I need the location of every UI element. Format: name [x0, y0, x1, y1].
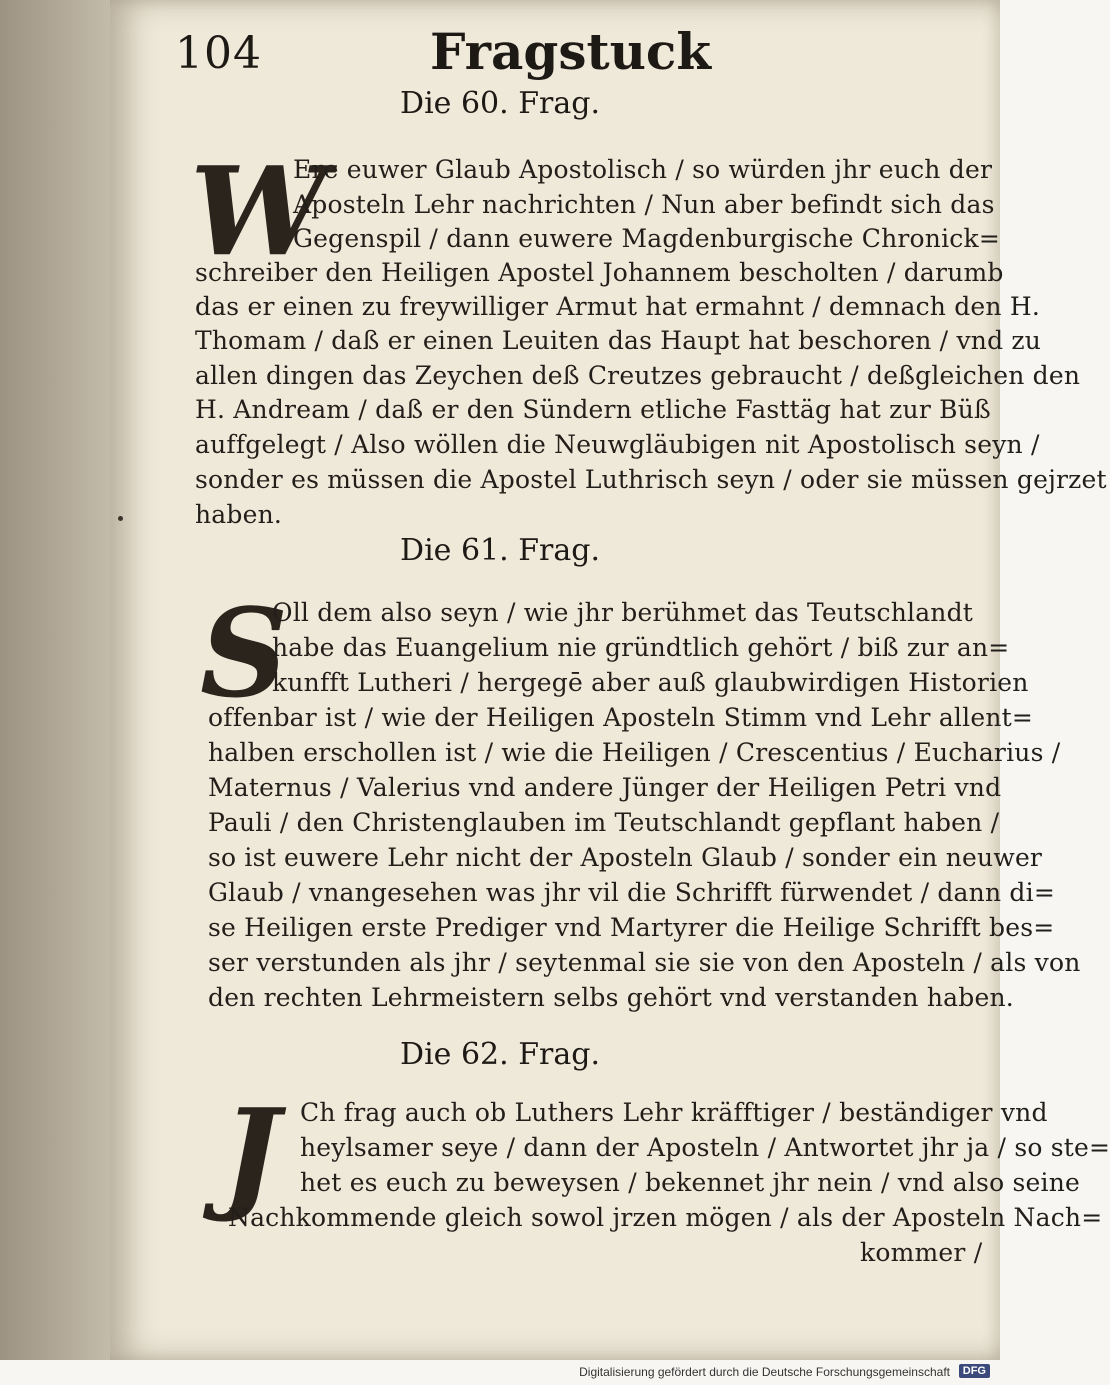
text-line: schreiber den Heiligen Apostel Johannem bescholten / darumb: [195, 258, 1004, 287]
text-line: Pauli / den Christenglauben im Teutschlandt gepflant haben /: [208, 808, 1000, 837]
text-line: sonder es müssen die Apostel Luthrisch seyn / oder sie müssen gejrzet: [195, 465, 1107, 494]
text-line: Nachkommende gleich sowol jrzen mögen / als der Aposteln Nach=: [228, 1203, 1103, 1232]
dfg-logo: DFG: [959, 1364, 990, 1378]
section-heading: Die 60. Frag.: [400, 86, 600, 121]
text-line: so ist euwere Lehr nicht der Aposteln Glaub / sonder ein neuwer: [208, 843, 1043, 872]
text-line: halben erschollen ist / wie die Heiligen / Crescentius / Eucharius /: [208, 738, 1061, 767]
binding-edge: [0, 0, 110, 1360]
text-line: het es euch zu beweysen / bekennet jhr nein / vnd also seine: [300, 1168, 1080, 1197]
text-line: Ere euwer Glaub Apostolisch / so würden jhr euch der: [293, 155, 993, 184]
text-line: Ch frag auch ob Luthers Lehr kräfftiger / beständiger vnd: [300, 1098, 1048, 1127]
text-line: den rechten Lehrmeistern selbs gehört vnd verstanden haben.: [208, 983, 1014, 1012]
decorated-initial: S: [200, 581, 289, 725]
text-line: Maternus / Valerius vnd andere Jünger der Heiligen Petri vnd: [208, 773, 1002, 802]
text-line: se Heiligen erste Prediger vnd Martyrer die Heilige Schrifft bes=: [208, 913, 1055, 942]
running-head: Fragstuck: [430, 22, 712, 81]
text-line: heylsamer seye / dann der Aposteln / Antwortet jhr ja / so ste=: [300, 1133, 1110, 1162]
text-line: Glaub / vnangesehen was jhr vil die Schrifft fürwendet / dann di=: [208, 878, 1055, 907]
ink-mark: [118, 516, 123, 521]
text-line: offenbar ist / wie der Heiligen Aposteln Stimm vnd Lehr allent=: [208, 703, 1034, 732]
funding-credit: Digitalisierung gefördert durch die Deutsche Forschungsgemeinschaft: [579, 1365, 950, 1379]
decorated-initial: W: [190, 139, 328, 283]
section-heading: Die 62. Frag.: [400, 1037, 600, 1072]
section-heading: Die 61. Frag.: [400, 533, 600, 568]
text-line: auffgelegt / Also wöllen die Neuwgläubigen nit Apostolisch seyn /: [195, 430, 1040, 459]
text-line: H. Andream / daß er den Sündern etliche Fasttäg hat zur Büß: [195, 395, 991, 424]
text-line: Oll dem also seyn / wie jhr berühmet das Teutschlandt: [272, 598, 974, 627]
decorated-initial: J: [222, 1081, 280, 1225]
text-line: kommer /: [860, 1238, 983, 1267]
text-line: allen dingen das Zeychen deß Creutzes gebraucht / deßgleichen den: [195, 361, 1081, 390]
text-line: kunfft Lutheri / hergegē aber auß glaubwirdigen Historien: [272, 668, 1029, 697]
text-line: habe das Euangelium nie gründtlich gehört / biß zur an=: [272, 633, 1010, 662]
text-line: haben.: [195, 500, 283, 529]
text-line: Gegenspil / dann euwere Magdenburgische Chronick=: [293, 224, 1001, 253]
text-line: Aposteln Lehr nachrichten / Nun aber befindt sich das: [293, 190, 995, 219]
page-number: 104: [175, 28, 262, 79]
text-line: Thomam / daß er einen Leuiten das Haupt hat beschoren / vnd zu: [195, 326, 1042, 355]
text-line: ser verstunden als jhr / seytenmal sie sie von den Aposteln / als von: [208, 948, 1081, 977]
text-line: das er einen zu freywilliger Armut hat ermahnt / demnach den H.: [195, 292, 1041, 321]
